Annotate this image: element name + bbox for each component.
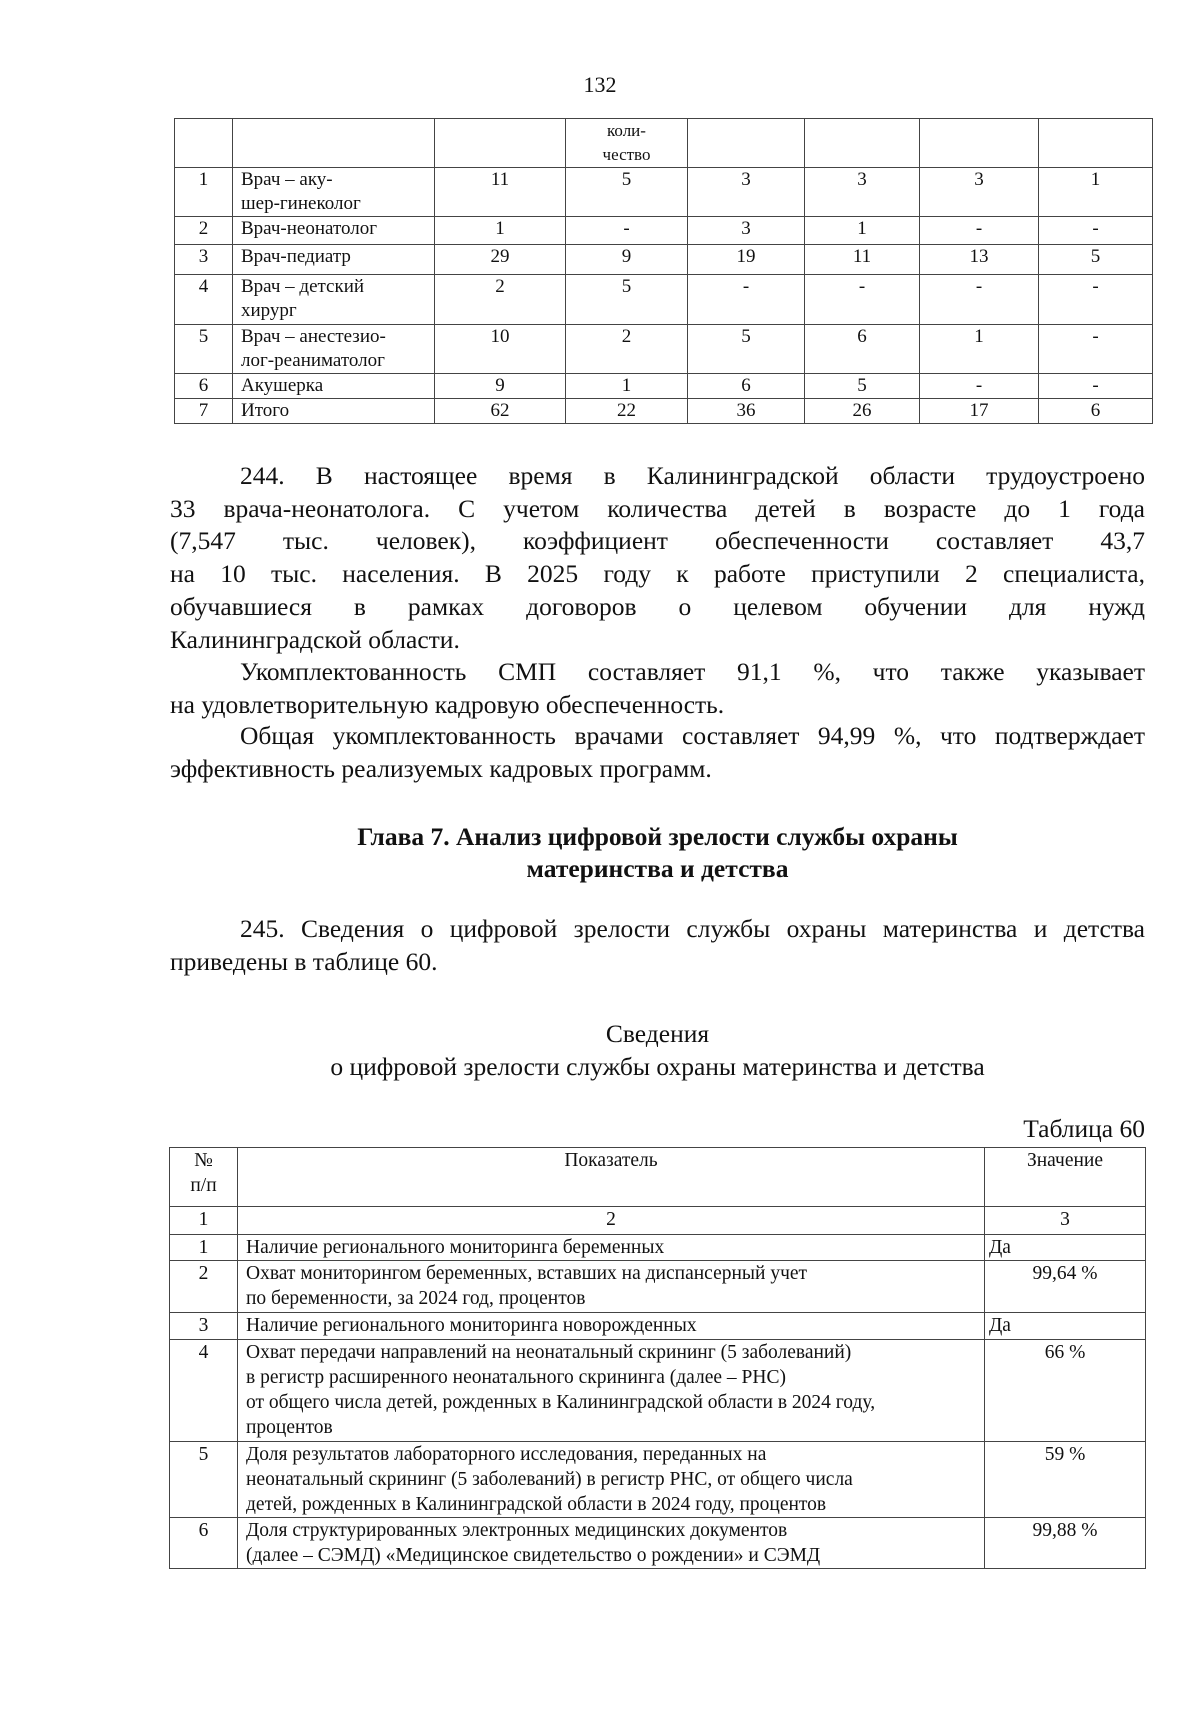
table-cell: 3	[688, 168, 805, 217]
table-row	[170, 1518, 1146, 1569]
table-row	[175, 325, 1153, 374]
digital-maturity-table	[169, 1147, 1146, 1569]
table-cell: -	[1039, 217, 1153, 245]
paragraph-line: Калининградской области.	[170, 624, 460, 654]
table-cell: Охват передачи направлений на неонатальный скрининг (5 заболеваний) в регистр расширенного неонатального скрининга (далее – РНС) от общего числа детей, рожденных в Калининградской области в 2024 году, процентов	[238, 1340, 985, 1442]
table-cell: 17	[920, 399, 1039, 424]
table-cell: 36	[688, 399, 805, 424]
paragraph-245	[170, 913, 1145, 978]
table-cell: 59 %	[985, 1442, 1146, 1518]
chapter-heading-line: Глава 7. Анализ цифровой зрелости службы охраны	[357, 822, 958, 851]
table-cell: Врач – детский хирург	[233, 275, 435, 325]
table-cell: Врач-педиатр	[233, 245, 435, 275]
table-cell: 99,64 %	[985, 1261, 1146, 1313]
table-cell	[233, 119, 435, 168]
table-cell: Охват мониторингом беременных, вставших на диспансерный учет по беременности, за 2024 год, процентов	[238, 1261, 985, 1313]
table-row	[170, 1235, 1146, 1261]
table-cell: 22	[566, 399, 688, 424]
table-cell: Врач-неонатолог	[233, 217, 435, 245]
table-cell: 5	[688, 325, 805, 374]
table-cell: 6	[175, 374, 233, 399]
table-cell: 1	[1039, 168, 1153, 217]
table-cell	[920, 119, 1039, 168]
table-cell: 13	[920, 245, 1039, 275]
table-cell: 3	[805, 168, 920, 217]
chapter-heading-line: материнства и детства	[526, 854, 789, 883]
table-row	[175, 168, 1153, 217]
table-cell: -	[1039, 374, 1153, 399]
table-cell: Значение	[985, 1148, 1146, 1207]
table-cell: № п/п	[170, 1148, 238, 1207]
table-cell: Да	[985, 1313, 1146, 1340]
table-label: Таблица 60	[1023, 1114, 1145, 1143]
table-cell: 6	[688, 374, 805, 399]
table-cell: Врач – анестезио- лог-реаниматолог	[233, 325, 435, 374]
table-cell: 9	[566, 245, 688, 275]
table-row	[170, 1313, 1146, 1340]
table-cell	[175, 119, 233, 168]
table-cell: 3	[170, 1313, 238, 1340]
page-number: 132	[583, 72, 617, 97]
table-cell: 66 %	[985, 1340, 1146, 1442]
table-header-row	[175, 119, 1153, 168]
paragraph-line: эффективность реализуемых кадровых программ.	[170, 753, 712, 783]
table-cell: 5	[1039, 245, 1153, 275]
caption-line: о цифровой зрелости службы охраны материнства и детства	[330, 1052, 985, 1081]
table-cell: 5	[805, 374, 920, 399]
paragraph-total-staffing	[170, 720, 1145, 785]
staffing-table	[174, 118, 1153, 424]
caption-line: Сведения	[605, 1019, 710, 1048]
table-row	[175, 374, 1153, 399]
table-cell: 1	[920, 325, 1039, 374]
paragraph-line: 244. В настоящее время в Калининградской области трудоустроено	[240, 461, 1145, 490]
paragraph-smp-staffing	[170, 656, 1145, 721]
table-cell: 1	[170, 1207, 238, 1235]
table-cell: 5	[566, 168, 688, 217]
table-cell: 9	[435, 374, 566, 399]
paragraph-line: Общая укомплектованность врачами составляет 94,99 %, что подтверждает	[240, 721, 1145, 750]
table-cell: -	[566, 217, 688, 245]
table-cell: Показатель	[238, 1148, 985, 1207]
table-cell: 3	[688, 217, 805, 245]
table-cell: 6	[170, 1518, 238, 1569]
table-cell: 29	[435, 245, 566, 275]
table-cell: -	[1039, 275, 1153, 325]
table-cell: -	[920, 217, 1039, 245]
table-cell: Итого	[233, 399, 435, 424]
table-cell: 1	[435, 217, 566, 245]
table-cell: 5	[566, 275, 688, 325]
table-cell: 26	[805, 399, 920, 424]
table-cell: 5	[175, 325, 233, 374]
paragraph-line: Укомплектованность СМП составляет 91,1 %, что также указывает	[240, 657, 1145, 686]
table-cell: 3	[175, 245, 233, 275]
table-cell: 1	[566, 374, 688, 399]
table-cell: 1	[175, 168, 233, 217]
table-cell: Наличие регионального мониторинга новорожденных	[238, 1313, 985, 1340]
table-cell: -	[920, 275, 1039, 325]
table-cell: 11	[805, 245, 920, 275]
table-header-row	[170, 1148, 1146, 1207]
table-cell: 7	[175, 399, 233, 424]
table-row	[170, 1261, 1146, 1313]
paragraph-line: приведены в таблице 60.	[170, 946, 438, 976]
table-cell: Доля результатов лабораторного исследования, переданных на неонатальный скрининг (5 заболеваний) в регистр РНС, от общего числа детей, рожденных в Калининградской области в 2024 году, процентов	[238, 1442, 985, 1518]
table-cell: 6	[805, 325, 920, 374]
paragraph-244	[170, 460, 1145, 656]
table-cell: 3	[920, 168, 1039, 217]
table-cell: 62	[435, 399, 566, 424]
table-cell: -	[688, 275, 805, 325]
paragraph-line: 33 врача-неонатолога. С учетом количества детей в возрасте до 1 года	[170, 493, 1145, 523]
table-cell	[688, 119, 805, 168]
table-cell: 11	[435, 168, 566, 217]
table-cell: 5	[170, 1442, 238, 1518]
table-cell: 6	[1039, 399, 1153, 424]
table-cell: 2	[566, 325, 688, 374]
table-row	[175, 217, 1153, 245]
table-cell: Да	[985, 1235, 1146, 1261]
paragraph-line: на 10 тыс. населения. В 2025 году к работе приступили 2 специалиста,	[170, 559, 1145, 589]
table-row	[175, 275, 1153, 325]
table-cell: 3	[985, 1207, 1146, 1235]
table-cell: Акушерка	[233, 374, 435, 399]
table-cell: 2	[435, 275, 566, 325]
table-cell	[805, 119, 920, 168]
table-cell: Доля структурированных электронных медицинских документов (далее – СЭМД) «Медицинское свидетельство о рождении» и СЭМД	[238, 1518, 985, 1569]
paragraph-line: обучавшиеся в рамках договоров о целевом обучении для нужд	[170, 591, 1145, 621]
table-cell: 1	[170, 1235, 238, 1261]
table-cell: 99,88 %	[985, 1518, 1146, 1569]
paragraph-line: 245. Сведения о цифровой зрелости службы охраны материнства и детства	[240, 914, 1145, 943]
table-cell: 1	[805, 217, 920, 245]
table-cell: -	[805, 275, 920, 325]
table-row	[175, 245, 1153, 275]
chapter-heading	[170, 821, 1145, 885]
table-cell: 4	[170, 1340, 238, 1442]
table-row	[170, 1442, 1146, 1518]
table-cell: -	[1039, 325, 1153, 374]
paragraph-line: (7,547 тыс. человек), коэффициент обеспеченности составляет 43,7	[170, 526, 1145, 556]
table-cell: 4	[175, 275, 233, 325]
table-cell: 2	[170, 1261, 238, 1313]
table-cell: 2	[238, 1207, 985, 1235]
table-cell: 19	[688, 245, 805, 275]
table-cell: Наличие регионального мониторинга беременных	[238, 1235, 985, 1261]
table-caption	[170, 1017, 1145, 1083]
table-row	[175, 399, 1153, 424]
table-cell	[435, 119, 566, 168]
table-cell: -	[920, 374, 1039, 399]
table-cell: Врач – аку- шер-гинеколог	[233, 168, 435, 217]
table-cell: 2	[175, 217, 233, 245]
table-cell: 10	[435, 325, 566, 374]
table-cell: коли- чество	[566, 119, 688, 168]
table-row	[170, 1340, 1146, 1442]
paragraph-line: на удовлетворительную кадровую обеспеченность.	[170, 689, 725, 719]
table-cell	[1039, 119, 1153, 168]
table-header-row	[170, 1207, 1146, 1235]
